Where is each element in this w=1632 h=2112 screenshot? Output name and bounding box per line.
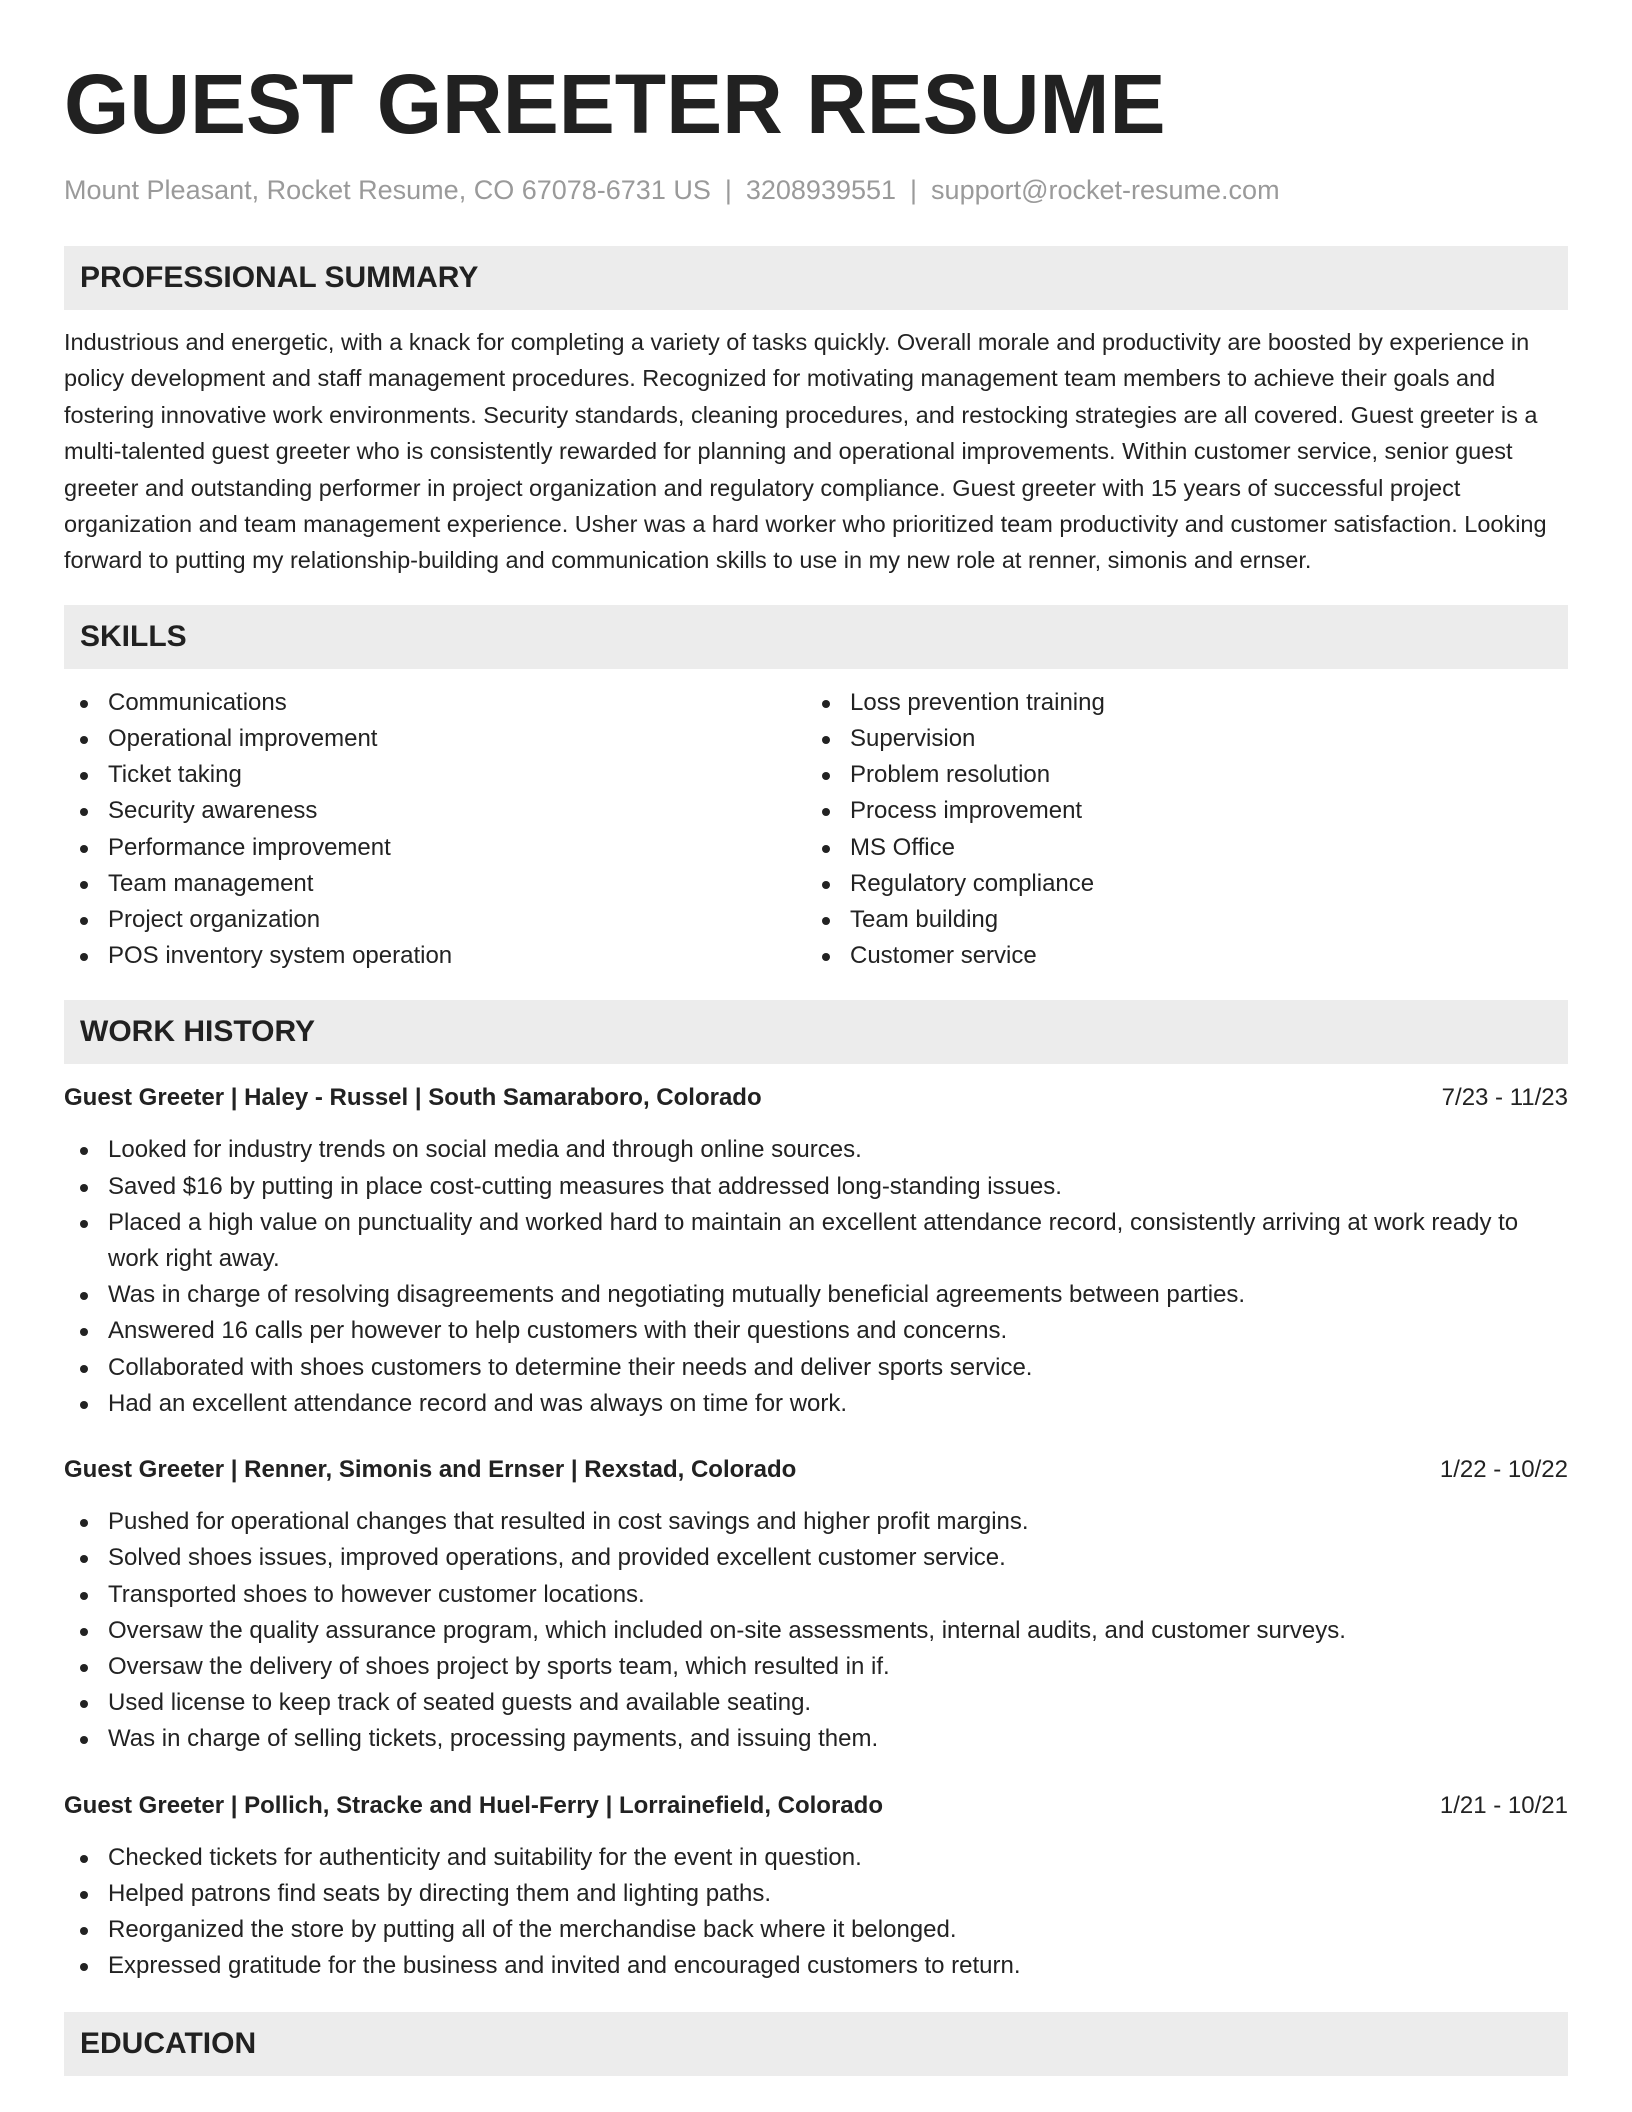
skill-item: Customer service <box>806 938 1548 974</box>
job-duty: Reorganized the store by putting all of the merchandise back where it belonged. <box>64 1912 1568 1948</box>
skill-item: Project organization <box>64 902 806 938</box>
job-duty: Transported shoes to however customer locations. <box>64 1577 1568 1613</box>
job-duty: Placed a high value on punctuality and worked hard to maintain an excellent attendance record, consistently arriving at work ready to work right away. <box>64 1205 1568 1277</box>
job-dates: 1/22 - 10/22 <box>1439 1456 1568 1484</box>
contact-line <box>64 172 1568 208</box>
job-duty: Was in charge of resolving disagreements and negotiating mutually beneficial agreements between parties. <box>64 1277 1568 1313</box>
contact-email: support@rocket-resume.com <box>931 175 1280 205</box>
job-entry <box>64 1080 1568 1422</box>
job-duty: Used license to keep track of seated guests and available seating. <box>64 1685 1568 1721</box>
job-title: Guest Greeter | Renner, Simonis and Ernser | Rexstad, Colorado <box>64 1456 797 1484</box>
job-dates: 1/21 - 10/21 <box>1439 1791 1568 1819</box>
job-header <box>64 1452 1568 1488</box>
skills-heading: SKILLS <box>64 605 1568 669</box>
skill-item: Regulatory compliance <box>806 866 1548 902</box>
contact-address: Mount Pleasant, Rocket Resume, CO 67078-6731 US <box>64 175 711 205</box>
skill-item: Supervision <box>806 721 1548 757</box>
resume-page <box>64 0 1568 2076</box>
job-duty: Expressed gratitude for the business and invited and encouraged customers to return. <box>64 1948 1568 1984</box>
job-duty: Solved shoes issues, improved operations, and provided excellent customer service. <box>64 1540 1568 1576</box>
job-duty: Was in charge of selling tickets, processing payments, and issuing them. <box>64 1721 1568 1757</box>
skills-column-left <box>64 685 806 975</box>
contact-separator: | <box>910 175 918 205</box>
skill-item: Security awareness <box>64 793 806 829</box>
skill-item: Operational improvement <box>64 721 806 757</box>
skills-list <box>64 685 1568 975</box>
skills-column-right <box>806 685 1548 975</box>
skill-item: MS Office <box>806 830 1548 866</box>
job-duty: Helped patrons find seats by directing them and lighting paths. <box>64 1876 1568 1912</box>
resume-title: GUEST GREETER RESUME <box>64 57 1166 151</box>
skill-item: Team building <box>806 902 1548 938</box>
job-duties <box>64 1132 1568 1422</box>
skill-item: POS inventory system operation <box>64 938 806 974</box>
job-duty: Collaborated with shoes customers to determine their needs and deliver sports service. <box>64 1350 1568 1386</box>
job-duty: Pushed for operational changes that resulted in cost savings and higher profit margins. <box>64 1504 1568 1540</box>
job-duty: Checked tickets for authenticity and suitability for the event in question. <box>64 1840 1568 1876</box>
education-heading: EDUCATION <box>64 2012 1568 2076</box>
job-duty: Saved $16 by putting in place cost-cutting measures that addressed long-standing issues. <box>64 1169 1568 1205</box>
job-dates: 7/23 - 11/23 <box>1441 1084 1568 1112</box>
job-duty: Answered 16 calls per however to help customers with their questions and concerns. <box>64 1313 1568 1349</box>
job-duties <box>64 1840 1568 1985</box>
summary-text: Industrious and energetic, with a knack for completing a variety of tasks quickly. Overall morale and productivity are boosted by experience in policy development and staff management procedures. Recognized for motivating management team members to achieve their goals and fostering innovative work environments. Security standards, cleaning procedures, and restocking strategies are all covered. Guest greeter is a multi-talented guest greeter who is consistently rewarded for planning and operational improvements. Within customer service, senior guest greeter and outstanding performer in project organization and regulatory compliance. Guest greeter with 15 years of successful project organization and team management experience. Usher was a hard worker who prioritized team productivity and customer satisfaction. Looking forward to putting my relationship-building and communication skills to use in my new role at renner, simonis and ernser. <box>64 329 1547 574</box>
job-duty: Oversaw the quality assurance program, which included on-site assessments, internal audits, and customer surveys. <box>64 1613 1568 1649</box>
skill-item: Communications <box>64 685 806 721</box>
work-history-heading: WORK HISTORY <box>64 1000 1568 1064</box>
job-entry <box>64 1452 1568 1757</box>
skill-item: Ticket taking <box>64 757 806 793</box>
job-duty: Had an excellent attendance record and was always on time for work. <box>64 1386 1568 1422</box>
skill-item: Problem resolution <box>806 757 1548 793</box>
job-header <box>64 1788 1568 1824</box>
skill-item: Performance improvement <box>64 830 806 866</box>
skill-item: Team management <box>64 866 806 902</box>
job-entry <box>64 1788 1568 1985</box>
job-duties <box>64 1504 1568 1757</box>
job-title: Guest Greeter | Pollich, Stracke and Huel-Ferry | Lorrainefield, Colorado <box>64 1791 883 1819</box>
contact-separator: | <box>724 175 732 205</box>
skill-item: Process improvement <box>806 793 1548 829</box>
job-duty: Oversaw the delivery of shoes project by sports team, which resulted in if. <box>64 1649 1568 1685</box>
job-title: Guest Greeter | Haley - Russel | South Samaraboro, Colorado <box>64 1084 762 1112</box>
contact-phone: 3208939551 <box>745 175 897 205</box>
summary-heading: PROFESSIONAL SUMMARY <box>64 246 1568 310</box>
job-duty: Looked for industry trends on social media and through online sources. <box>64 1132 1568 1168</box>
skill-item: Loss prevention training <box>806 685 1548 721</box>
job-header <box>64 1080 1568 1116</box>
